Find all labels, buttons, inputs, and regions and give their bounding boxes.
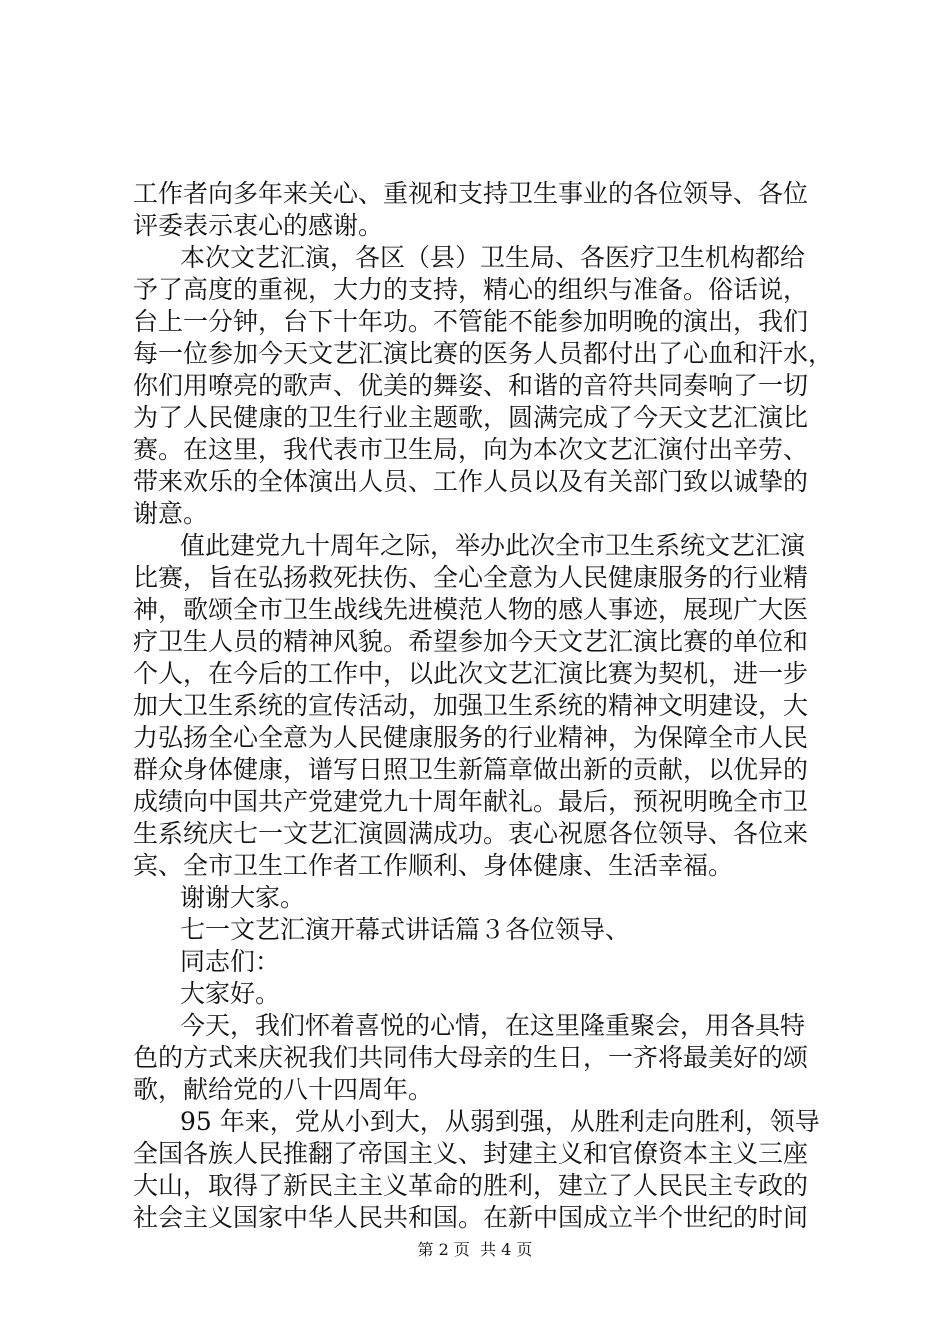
text-line: 比赛，旨在弘扬救死扶伤、全心全意为人民健康服务的行业精	[133, 563, 809, 592]
text-line: 成绩向中国共产党建党九十周年献礼。最后，预祝明晚全市卫	[133, 787, 809, 816]
text-line: 歌，献给党的八十四周年。	[133, 1075, 434, 1104]
text-line: 值此建党九十周年之际，举办此次全市卫生系统文艺汇演	[180, 531, 806, 560]
text-line: 你们用嘹亮的歌声、优美的舞姿、和谐的音符共同奏响了一切	[133, 371, 809, 400]
text-line: 今天，我们怀着喜悦的心情，在这里隆重聚会，用各具特	[180, 1011, 806, 1040]
text-line: 谢意。	[133, 499, 209, 528]
text-line: 带来欢乐的全体演出人员、工作人员以及有关部门致以诚挚的	[133, 467, 809, 496]
text-line: 力弘扬全心全意为人民健康服务的行业精神，为保障全市人民	[133, 723, 809, 752]
text-line: 个人，在今后的工作中，以此次文艺汇演比赛为契机，进一步	[133, 659, 809, 688]
section-heading: 七一文艺汇演开幕式讲话篇３各位领导、	[180, 915, 631, 944]
text-line: 神，歌颂全市卫生战线先进模范人物的感人事迹，展现广大医	[133, 595, 809, 624]
text-line: 群众身体健康，谱写日照卫生新篇章做出新的贡献，以优异的	[133, 755, 809, 784]
text-line: 为了人民健康的卫生行业主题歌，圆满完成了今天文艺汇演比	[133, 403, 809, 432]
text-line: 予了高度的重视，大力的支持，精心的组织与准备。俗话说，	[133, 275, 809, 304]
page-number-footer: 第 2 页 共 4 页	[417, 1240, 533, 1259]
text-line: 色的方式来庆祝我们共同伟大母亲的生日，一齐将最美好的颂	[133, 1043, 809, 1072]
text-line: 生系统庆七一文艺汇演圆满成功。衷心祝愿各位领导、各位来	[133, 819, 809, 848]
text-line: 宾、全市卫生工作者工作顺利、身体健康、生活幸福。	[133, 851, 734, 880]
text-line: 同志们：	[180, 947, 281, 976]
text-line: 每一位参加今天文艺汇演比赛的医务人员都付出了心血和汗水，	[133, 339, 834, 368]
text-line: 赛。在这里，我代表市卫生局，向为本次文艺汇演付出辛劳、	[133, 435, 809, 464]
text-line: 加大卫生系统的宣传活动，加强卫生系统的精神文明建设，大	[133, 691, 809, 720]
text-line: 全国各族人民推翻了帝国主义、封建主义和官僚资本主义三座	[133, 1139, 809, 1168]
text-line: 台上一分钟，台下十年功。不管能不能参加明晚的演出，我们	[133, 307, 809, 336]
text-line: 95 年来，党从小到大，从弱到强，从胜利走向胜利，领导	[180, 1107, 820, 1136]
text-line: 大山，取得了新民主主义革命的胜利，建立了人民民主专政的	[133, 1171, 809, 1200]
text-line: 社会主义国家中华人民共和国。在新中国成立半个世纪的时间	[133, 1203, 809, 1232]
text-line: 本次文艺汇演，各区（县）卫生局、各医疗卫生机构都给	[180, 243, 806, 272]
text-line: 评委表示衷心的感谢。	[133, 211, 384, 240]
text-line: 谢谢大家。	[180, 883, 306, 912]
text-line: 工作者向多年来关心、重视和支持卫生事业的各位领导、各位	[133, 179, 809, 208]
text-line: 大家好。	[180, 979, 281, 1008]
text-line: 疗卫生人员的精神风貌。希望参加今天文艺汇演比赛的单位和	[133, 627, 809, 656]
